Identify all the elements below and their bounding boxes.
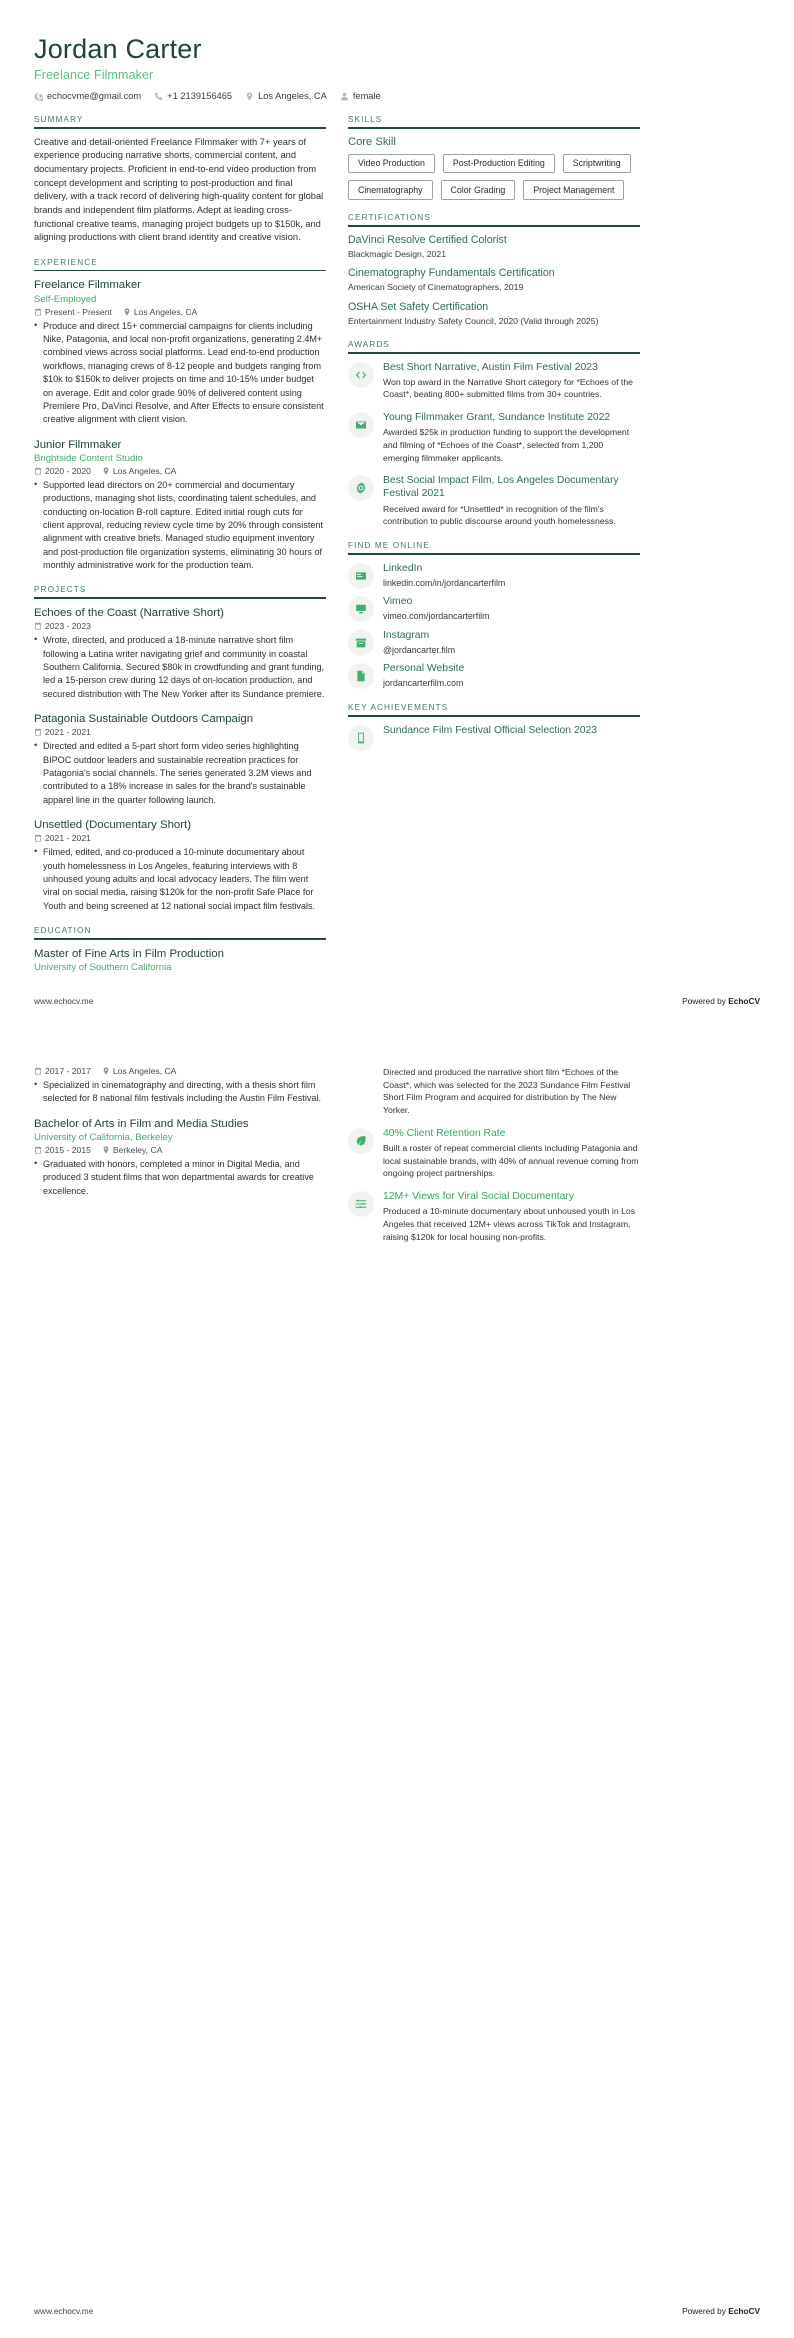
location-icon bbox=[102, 1067, 110, 1075]
project-entry bbox=[34, 818, 326, 913]
contact-email bbox=[34, 91, 141, 101]
archive-icon bbox=[348, 630, 374, 656]
experience-meta bbox=[34, 466, 326, 476]
skill-chip-list bbox=[348, 154, 640, 201]
project-title: Patagonia Sustainable Outdoors Campaign bbox=[34, 713, 254, 726]
project-dates-text: 2021 - 2021 bbox=[45, 833, 91, 844]
resume-header bbox=[34, 34, 760, 101]
achievement-description: Directed and produced the narrative short film *Echoes of the Coast*, which was selected for the 2023 Sundance Film Festival Short Film Program and acquired for distribution by The New Yorker. bbox=[383, 1066, 631, 1116]
project-dates-text: 2023 - 2023 bbox=[45, 621, 91, 632]
experience-bullets bbox=[34, 479, 326, 573]
two-column-body bbox=[34, 115, 760, 986]
achievement-entry bbox=[348, 1127, 640, 1180]
mobile-icon bbox=[348, 725, 374, 751]
list-item: • Supported lead directors on 20+ commercial and documentary productions, managing shot lists, coordinating talent schedules, and conducting on-location B-roll capture. Edited initial rough cuts for client approval, reducing review cycle time by 20% through consistent alignment with creative briefs. Managed studio equipment inventory and post-production file organization systems, eliminating 30 hours of monthly administrative work for the production team. bbox=[34, 479, 326, 573]
online-profile-body bbox=[383, 562, 640, 590]
page-2-content bbox=[0, 1038, 794, 1253]
award-entry bbox=[348, 411, 640, 464]
footer-brand-name: EchoCV bbox=[728, 2305, 760, 2316]
experience-dates-text: Present - Present bbox=[45, 306, 112, 317]
section-certifications bbox=[348, 213, 640, 327]
monitor-icon bbox=[348, 596, 374, 622]
page-title: Jordan Carter bbox=[34, 34, 202, 64]
section-find-me-online-title: FIND ME ONLINE bbox=[348, 541, 430, 550]
certification-entry bbox=[348, 267, 640, 293]
section-awards-title: AWARDS bbox=[348, 340, 390, 350]
section-divider bbox=[348, 715, 640, 717]
project-entry bbox=[34, 606, 326, 701]
project-title: Echoes of the Coast (Narrative Short) bbox=[34, 606, 224, 619]
page-break-gap bbox=[0, 1016, 794, 1038]
list-item: • Graduated with honors, completed a minor in Digital Media, and produced 3 student films that won departmental awards for creative excellence. bbox=[34, 1158, 326, 1198]
education-location bbox=[102, 1066, 177, 1076]
calendar-icon bbox=[34, 622, 42, 630]
document-icon bbox=[348, 663, 374, 689]
achievement-description: Built a roster of repeat commercial clients including Patagonia and local sustainable brands, with 40% of annual revenue coming from ongoing project partnerships. bbox=[383, 1142, 639, 1179]
certification-issuer: Blackmagic Design, 2021 bbox=[348, 249, 447, 260]
award-description: Awarded $25k in production funding to support the development and filming of *Echoes of the Coast*, selected from 1,200 emerging filmmaker applicants. bbox=[383, 427, 630, 463]
online-profile-label: Instagram bbox=[383, 629, 430, 641]
achievement-entry bbox=[348, 724, 640, 751]
award-body bbox=[383, 361, 640, 402]
certification-name: Cinematography Fundamentals Certification bbox=[348, 267, 555, 280]
resume-page-2 bbox=[0, 1038, 794, 2338]
online-profile-body bbox=[383, 595, 640, 623]
achievement-description: Produced a 10-minute documentary about unhoused youth in Los Angeles that received 12M+ views across TikTok and Instagram, raising $120k for local housing non-profits. bbox=[383, 1206, 636, 1242]
section-divider bbox=[34, 597, 326, 599]
list-item: • Produce and direct 15+ commercial campaigns for clients including Nike, Patagonia, and local non-profit organizations, generating 2.4M+ combined views across social platforms. Lead end-to-end production workflows, managing crews of 8-12 people and budgets ranging from $10k to $150k to deliver projects on time and 10-15% under budget on average. Edit and color grade 90% of delivered content using Premiere Pro, DaVinci Resolve, and After Effects to ensure consistent creative alignment with client vision. bbox=[34, 320, 326, 427]
achievement-entry bbox=[348, 1190, 640, 1243]
achievement-body bbox=[383, 1190, 640, 1243]
list-item: • Wrote, directed, and produced a 18-minute narrative short film following a Latina writer navigating grief and community in coastal Southern California. Secured $80k in crowdfunding and grant funding, led a 15-person crew during 12 days of on-location production, and secured distribution with The New Yorker after its Sundance premiere. bbox=[34, 634, 326, 701]
online-profile-value: vimeo.com/jordancarterfilm bbox=[383, 611, 490, 622]
page-footer bbox=[0, 2296, 794, 2326]
sliders-icon bbox=[348, 1191, 374, 1217]
project-dates bbox=[34, 833, 91, 843]
project-entry bbox=[34, 712, 326, 807]
online-profile-body bbox=[383, 662, 640, 690]
section-summary-title: SUMMARY bbox=[34, 115, 84, 125]
education-meta bbox=[34, 1145, 326, 1155]
experience-company: Self-Employed bbox=[34, 293, 97, 305]
award-body bbox=[383, 474, 640, 528]
section-experience bbox=[34, 258, 326, 572]
certification-entry bbox=[348, 301, 640, 327]
footer-site: www.echocv.me bbox=[34, 2305, 94, 2316]
experience-company: Brightside Content Studio bbox=[34, 452, 143, 464]
footer-site: www.echocv.me bbox=[34, 995, 94, 1006]
education-dates-text: 2015 - 2015 bbox=[45, 1144, 91, 1155]
project-meta bbox=[34, 833, 326, 843]
calendar-icon bbox=[34, 834, 42, 842]
footer-brand bbox=[682, 996, 760, 1006]
contact-gender bbox=[340, 91, 381, 101]
project-meta bbox=[34, 727, 326, 737]
email-icon bbox=[34, 92, 43, 101]
skill-chip: Scriptwriting bbox=[563, 154, 631, 174]
online-profile-value: jordancarterfilm.com bbox=[383, 678, 464, 689]
award-entry bbox=[348, 361, 640, 402]
location-icon bbox=[245, 92, 254, 101]
section-summary bbox=[34, 115, 326, 245]
section-divider bbox=[348, 553, 640, 555]
resume-page-1 bbox=[0, 0, 794, 1016]
achievement-body bbox=[383, 1127, 640, 1180]
education-dates bbox=[34, 1145, 91, 1155]
award-title: Young Filmmaker Grant, Sundance Institute 2022 bbox=[383, 412, 611, 424]
experience-dates-text: 2020 - 2020 bbox=[45, 465, 91, 476]
award-entry bbox=[348, 474, 640, 528]
project-dates bbox=[34, 621, 91, 631]
list-item: • Filmed, edited, and co-produced a 10-minute documentary about youth homelessness in Los Angeles, featuring interviews with 8 unhoused young adults and local advocacy leaders. The film went viral on social media, raising $120k for the non-profit Safe Place for Youth and being screened at 12 national social impact film festivals. bbox=[34, 846, 326, 913]
section-projects bbox=[34, 585, 326, 913]
section-divider bbox=[34, 938, 326, 940]
achievement-title: 12M+ Views for Viral Social Documentary bbox=[383, 1190, 575, 1202]
experience-title: Junior Filmmaker bbox=[34, 438, 122, 451]
education-entry bbox=[34, 1066, 326, 1106]
certification-name: DaVinci Resolve Certified Colorist bbox=[348, 233, 507, 246]
section-projects-title: PROJECTS bbox=[34, 585, 87, 595]
experience-dates bbox=[34, 307, 112, 317]
right-column bbox=[348, 115, 640, 763]
certification-entry bbox=[348, 234, 640, 260]
education-degree: Bachelor of Arts in Film and Media Studies bbox=[34, 1117, 249, 1130]
online-profile-label: Vimeo bbox=[383, 596, 413, 608]
project-title: Unsettled (Documentary Short) bbox=[34, 819, 191, 832]
section-skills-title: SKILLS bbox=[348, 115, 383, 125]
page-1-content bbox=[0, 0, 794, 986]
code-icon bbox=[348, 362, 374, 388]
envelope-icon bbox=[348, 412, 374, 438]
contact-phone-text: +1 2139156465 bbox=[167, 91, 233, 102]
award-description: Won top award in the Narrative Short category for *Echoes of the Coast*, beating 800+ submitted films from 30+ countries. bbox=[383, 376, 633, 400]
award-description: Received award for *Unsettled* in recognition of the film's contribution to public discourse around youth homelessness. bbox=[383, 503, 616, 527]
award-body bbox=[383, 411, 640, 464]
experience-entry bbox=[34, 438, 326, 573]
calendar-icon bbox=[34, 1146, 42, 1154]
education-degree: Master of Fine Arts in Film Production bbox=[34, 947, 224, 960]
online-profile-website[interactable] bbox=[348, 662, 640, 690]
project-bullets bbox=[34, 740, 326, 807]
calendar-icon bbox=[34, 467, 42, 475]
project-bullets bbox=[34, 634, 326, 701]
section-divider bbox=[348, 352, 640, 354]
leaf-icon bbox=[348, 1128, 374, 1154]
education-location bbox=[102, 1145, 163, 1155]
contact-row bbox=[34, 91, 760, 101]
achievement-title: 40% Client Retention Rate bbox=[383, 1127, 506, 1139]
online-profile-value: linkedin.com/in/jordancarterfilm bbox=[383, 577, 506, 588]
calendar-icon bbox=[34, 728, 42, 736]
experience-location-text: Los Angeles, CA bbox=[133, 306, 198, 317]
job-role-subtitle: Freelance Filmmaker bbox=[34, 68, 154, 83]
section-awards bbox=[348, 340, 640, 528]
education-entry bbox=[34, 1117, 326, 1198]
footer-powered-prefix: Powered by bbox=[682, 2305, 729, 2316]
education-location-text: Berkeley, CA bbox=[112, 1144, 163, 1155]
award-title: Best Social Impact Film, Los Angeles Documentary Festival 2021 bbox=[383, 475, 619, 500]
card-icon bbox=[348, 563, 374, 589]
achievement-entry bbox=[383, 1066, 640, 1117]
education-entry bbox=[34, 947, 326, 973]
contact-location bbox=[245, 91, 327, 101]
footer-brand-name: EchoCV bbox=[728, 995, 760, 1006]
footer-brand bbox=[682, 2306, 760, 2316]
contact-location-text: Los Angeles, CA bbox=[258, 91, 327, 102]
experience-location bbox=[102, 466, 177, 476]
section-divider bbox=[348, 225, 640, 227]
location-icon bbox=[102, 467, 110, 475]
section-find-me-online bbox=[348, 541, 640, 690]
skill-chip: Cinematography bbox=[348, 180, 433, 200]
contact-gender-text: female bbox=[352, 91, 381, 102]
experience-location-text: Los Angeles, CA bbox=[112, 465, 177, 476]
person-icon bbox=[340, 92, 349, 101]
list-item: • Directed and edited a 5-part short form video series highlighting BIPOC outdoor leaders and sustainable recreation practices for Patagonia's social channels. The series generated 3.2M views and contributed to a 18% increase in sales for the brand's sustainable apparel line in the quarter following launch. bbox=[34, 740, 326, 807]
contact-email-text: echocvme@gmail.com bbox=[47, 91, 142, 102]
project-bullets bbox=[34, 846, 326, 913]
award-title: Best Short Narrative, Austin Film Festival 2023 bbox=[383, 361, 598, 373]
education-bullets bbox=[34, 1158, 326, 1198]
education-location-text: Los Angeles, CA bbox=[112, 1065, 177, 1076]
education-meta bbox=[34, 1066, 326, 1076]
calendar-icon bbox=[34, 308, 42, 316]
section-education bbox=[34, 926, 326, 973]
section-experience-title: EXPERIENCE bbox=[34, 257, 98, 267]
list-item: • Specialized in cinematography and directing, with a thesis short film selected for 8 national film festivals including the Austin Film Festival. bbox=[34, 1079, 326, 1106]
skill-chip: Video Production bbox=[348, 154, 435, 174]
section-divider bbox=[348, 127, 640, 129]
section-certifications-title: CERTIFICATIONS bbox=[348, 213, 431, 223]
achievement-title: Sundance Film Festival Official Selection 2023 bbox=[383, 724, 598, 736]
project-meta bbox=[34, 621, 326, 631]
online-profile-label: LinkedIn bbox=[383, 562, 423, 574]
online-profile-instagram[interactable] bbox=[348, 629, 640, 657]
footer-powered-prefix: Powered by bbox=[682, 995, 729, 1006]
certification-name: OSHA Set Safety Certification bbox=[348, 300, 489, 313]
skill-chip: Post-Production Editing bbox=[443, 154, 555, 174]
page-footer bbox=[0, 986, 794, 1016]
right-column-page-2 bbox=[348, 1066, 640, 1253]
experience-bullets bbox=[34, 320, 326, 427]
certification-issuer: Entertainment Industry Safety Council, 2020 (Valid through 2025) bbox=[348, 315, 599, 326]
skill-chip: Color Grading bbox=[441, 180, 516, 200]
experience-meta bbox=[34, 307, 326, 317]
summary-text: Creative and detail-oriented Freelance Filmmaker with 7+ years of experience producing narrative shorts, commercial content, and documentary projects. Proficient in end-to-end video production from concept development and scripting to post-production and final delivery, with a track record of delivering high-quality content for global brands and independent film platforms. Adept at leading cross-functional creative teams, managing project budgets up to $150k, and aligning productions with client brand identity and creative vision. bbox=[34, 136, 324, 243]
online-profile-vimeo[interactable] bbox=[348, 595, 640, 623]
location-icon bbox=[123, 308, 131, 316]
achievement-body bbox=[383, 1066, 640, 1117]
skill-chip: Project Management bbox=[523, 180, 624, 200]
education-bullets bbox=[34, 1079, 326, 1106]
experience-title: Freelance Filmmaker bbox=[34, 279, 141, 292]
section-divider bbox=[34, 127, 326, 129]
section-key-achievements-title: KEY ACHIEVEMENTS bbox=[348, 702, 449, 712]
section-skills bbox=[348, 115, 640, 200]
location-icon bbox=[102, 1146, 110, 1154]
calendar-icon bbox=[34, 1067, 42, 1075]
left-column-page-2 bbox=[34, 1066, 326, 1209]
project-dates-text: 2021 - 2021 bbox=[45, 727, 91, 738]
education-school: University of Southern California bbox=[34, 961, 172, 973]
online-profile-linkedin[interactable] bbox=[348, 562, 640, 590]
experience-dates bbox=[34, 466, 91, 476]
experience-entry bbox=[34, 278, 326, 426]
achievement-body bbox=[383, 724, 640, 739]
left-column bbox=[34, 115, 326, 986]
section-education-title: EDUCATION bbox=[34, 926, 92, 936]
two-column-body-page-2 bbox=[34, 1066, 760, 1253]
contact-phone bbox=[154, 91, 232, 101]
phone-icon bbox=[154, 92, 163, 101]
education-dates bbox=[34, 1066, 91, 1076]
section-key-achievements bbox=[348, 703, 640, 751]
gear-icon bbox=[348, 475, 374, 501]
skill-group-label: Core Skill bbox=[348, 135, 396, 148]
certification-issuer: American Society of Cinematographers, 2019 bbox=[348, 282, 524, 293]
project-dates bbox=[34, 727, 91, 737]
online-profile-value: @jordancarter.film bbox=[383, 644, 456, 655]
online-profile-body bbox=[383, 629, 640, 657]
online-profile-label: Personal Website bbox=[383, 663, 465, 675]
education-dates-text: 2017 - 2017 bbox=[45, 1065, 91, 1076]
experience-location bbox=[123, 307, 198, 317]
section-divider bbox=[34, 270, 326, 272]
education-school: University of California, Berkeley bbox=[34, 1131, 173, 1143]
